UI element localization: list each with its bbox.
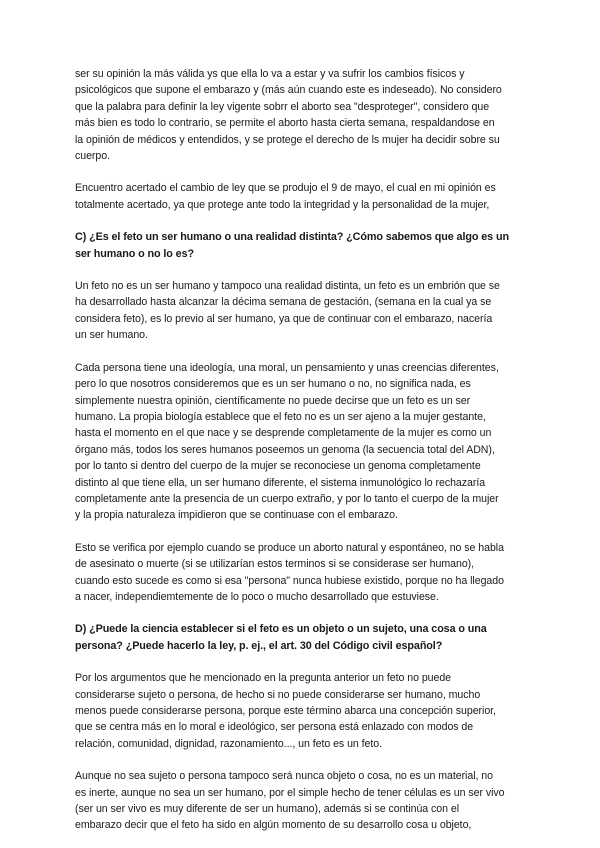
- heading-line: persona? ¿Puede hacerlo la ley, p. ej., el art. 30 del Código civil español?: [75, 639, 443, 652]
- text-line: ser su opinión la más válida ys que ella lo va a estar y va sufrir los cambios físicos y: [75, 68, 465, 80]
- text-line: embarazo decir que el feto ha sido en algún momento de su desarrollo cosa u objeto,: [75, 819, 472, 832]
- heading-line: C) ¿Es el feto un ser humano o una realidad distinta? ¿Cómo sabemos que algo es un: [75, 231, 509, 244]
- question-heading-d: [75, 621, 535, 654]
- paragraph-biology: [75, 360, 535, 524]
- text-line: hasta el momento en el que nace y se desprende completamente de la mujer es como un: [75, 427, 492, 440]
- text-line: es inerte, aunque no sea un ser humano, por el simple hecho de tener células es un ser vivo: [75, 786, 505, 799]
- text-line: por lo tanto si dentro del cuerpo de la mujer se reconociese un genoma completamente: [75, 460, 481, 473]
- text-line: que la palabra para definir la ley vigente sobrr el aborto sea "desproteger", considero que: [75, 100, 490, 113]
- text-line: cuerpo.: [75, 150, 110, 163]
- paragraph-natural-abortion: [75, 540, 535, 606]
- text-line: simplemente nuestra opinión, científicamente no puede decirse que un feto es un ser: [75, 394, 471, 407]
- text-line: más bien es todo lo contrario, se permite el aborto hasta cierta semana, respaldandose en: [75, 117, 495, 130]
- text-line: Un feto no es un ser humano y tampoco una realidad distinta, un feto es un embrión que se: [75, 280, 500, 293]
- paragraph-opinion-continued: [75, 66, 535, 164]
- paragraph-spacer: [75, 654, 535, 670]
- text-line: humano. La propia biología establece que el feto no es un ser ajeno a la mujer gestante,: [75, 410, 486, 423]
- paragraph-feto-definition: [75, 278, 535, 344]
- text-line: psicológicos que supone el embarazo y (más aún cuando este es indeseado). No considero: [75, 84, 502, 97]
- text-line: cuando esto sucede es como si esa "persona" nunca hubiese existido, porque no ha llegado: [75, 574, 504, 587]
- text-line: Cada persona tiene una ideología, una moral, un pensamiento y unas creencias diferentes,: [75, 361, 499, 374]
- text-line: y la propia naturaleza impidieron que se continuase con el embarazo.: [75, 509, 398, 522]
- text-line: relación, comunidad, dignidad, razonamiento..., un feto es un feto.: [75, 737, 383, 750]
- text-line: considerarse sujeto o persona, de hecho si no puede considerarse ser humano, mucho: [75, 688, 481, 701]
- text-line: considera feto), es lo previo al ser humano, ya que de continuar con el embarazo, nacería: [75, 312, 493, 325]
- text-line: totalmente acertado, ya que protege ante todo la integridad y la personalidad de la mujer,: [75, 198, 490, 211]
- text-line: de asesinato o muerte (si se utilizarían estos terminos si se considerase ser humano),: [75, 558, 475, 571]
- paragraph-spacer: [75, 605, 535, 621]
- text-line: completamente ante la presencia de un cuerpo extraño, y por lo tanto el cuerpo de la mujer: [75, 492, 499, 505]
- text-line: órgano más, todos los seres humanos poseemos un genoma (la secuencia total del ADN),: [75, 443, 495, 456]
- text-line: ha desarrollado hasta alcanzar la décima semana de gestación, (semana en la cual ya se: [75, 296, 492, 309]
- text-line: un ser humano.: [75, 329, 148, 342]
- paragraph-law-change: [75, 180, 535, 213]
- text-line: pero lo que nosotros consideremos que es un ser humano o no, no significa nada, es: [75, 378, 471, 391]
- paragraph-spacer: [75, 213, 535, 229]
- text-line: menos puede considerarse persona, porque este término abarca una concepción superior,: [75, 705, 496, 717]
- text-line: que se centra más en lo moral e ideológico, ser persona está enlazado con modos de: [75, 721, 474, 734]
- document-page: [75, 66, 535, 834]
- text-line: distinto al que tiene ella, un ser humano diferente, el sistema inmunológico lo rechazaría: [75, 476, 486, 489]
- text-line: Esto se verifica por ejemplo cuando se produce un aborto natural y espontáneo, no se habla: [75, 541, 504, 554]
- paragraph-persona: [75, 670, 535, 752]
- text-line: Encuentro acertado el cambio de ley que se produjo el 9 de mayo, el cual en mi opinión es: [75, 182, 496, 195]
- heading-line: ser humano o no lo es?: [75, 247, 194, 260]
- paragraph-objeto: [75, 768, 535, 834]
- question-heading-c: [75, 229, 535, 262]
- paragraph-spacer: [75, 164, 535, 180]
- paragraph-spacer: [75, 752, 535, 768]
- text-line: Por los argumentos que he mencionado en la pregunta anterior un feto no puede: [75, 672, 452, 685]
- text-line: a nacer, independiemtemente de lo poco o mucho desarrollado que estuviese.: [75, 590, 439, 603]
- heading-line: D) ¿Puede la ciencia establecer si el feto es un objeto o un sujeto, una cosa o una: [75, 623, 487, 636]
- paragraph-spacer: [75, 262, 535, 278]
- paragraph-spacer: [75, 344, 535, 360]
- paragraph-spacer: [75, 524, 535, 540]
- text-line: Aunque no sea sujeto o persona tampoco será nunca objeto o cosa, no es un material, no: [75, 770, 493, 783]
- text-line: (ser un ser vivo es muy diferente de ser un humano), además si se continúa con el: [75, 803, 459, 816]
- text-line: la opinión de médicos y entendidos, y se protege el derecho de ls mujer ha decidir sobre su: [75, 133, 500, 146]
